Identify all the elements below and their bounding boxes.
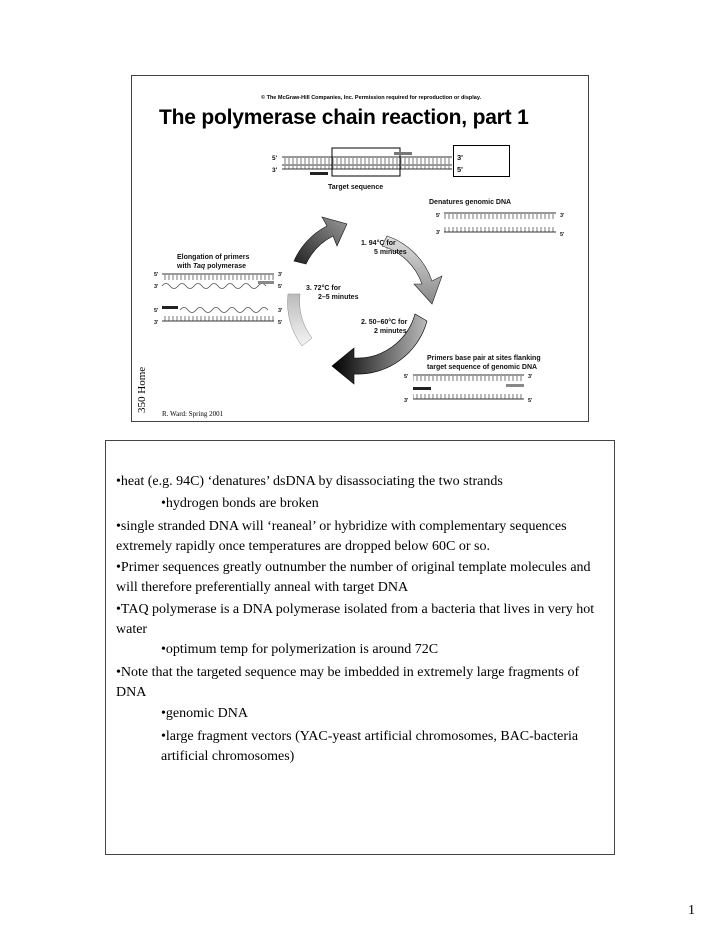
note-sub-bullet: •hydrogen bonds are broken <box>161 496 319 511</box>
svg-text:5': 5' <box>154 272 159 278</box>
svg-text:2 minutes: 2 minutes <box>374 328 407 335</box>
notes-box <box>105 440 615 855</box>
side-label: 350 Home <box>136 366 148 413</box>
note-sub-bullet: •large fragment vectors (YAC-yeast artificial chromosomes, BAC-bacteria artificial chromosomes) <box>161 729 579 764</box>
svg-text:3': 3' <box>436 230 441 236</box>
slide-figure <box>131 75 589 422</box>
svg-text:2–5 minutes: 2–5 minutes <box>318 294 359 301</box>
label-5prime-bold: 5' <box>457 165 463 174</box>
note-bullet: •Primer sequences greatly outnumber the number of original template molecules and will therefore preferentially anneal with target DNA <box>116 560 591 595</box>
svg-text:5': 5' <box>436 213 441 219</box>
target-sequence-label: Target sequence <box>328 184 384 191</box>
elongation-dna <box>154 254 283 326</box>
note-bullet: •Note that the targeted sequence may be imbedded in extremely large fragments of DNA <box>116 665 580 700</box>
copyright-notice: © The McGraw-Hill Companies, Inc. Permission required for reproduction or display. <box>261 95 482 101</box>
label-5prime: 5' <box>272 155 278 162</box>
svg-text:with Taq polymerase: with Taq polymerase <box>177 263 246 270</box>
label-3prime-bold: 3' <box>457 153 463 162</box>
pcr-diagram <box>132 76 589 422</box>
svg-text:3': 3' <box>154 320 159 326</box>
svg-text:5': 5' <box>154 308 159 314</box>
note-sub-bullet: •optimum temp for polymerization is around 72C <box>161 642 439 657</box>
note-bullet: •single stranded DNA will ‘reaneal’ or hybridize with complementary sequences extremely rapidly once temperatures are dropped below 60C or so. <box>116 519 567 554</box>
svg-text:3': 3' <box>560 213 565 219</box>
step2-label: 2. 50–60°C for <box>361 319 408 326</box>
step1-label: 1. 94°C for <box>361 240 396 247</box>
svg-text:5': 5' <box>528 398 533 404</box>
svg-text:target sequence of genomic DNA: target sequence of genomic DNA <box>427 364 538 371</box>
primer-annealing-dna <box>404 355 541 404</box>
svg-text:3': 3' <box>528 374 533 380</box>
note-bullet: •TAQ polymerase is a DNA polymerase isolated from a bacteria that lives in very hot water <box>116 602 595 637</box>
genomic-dna-top <box>272 148 463 191</box>
svg-text:5': 5' <box>278 320 283 326</box>
step3-label: 3. 72°C for <box>306 285 341 292</box>
svg-text:5': 5' <box>560 232 565 238</box>
svg-text:5': 5' <box>278 284 283 290</box>
elongation-label: Elongation of primers <box>177 254 250 261</box>
svg-text:3': 3' <box>278 308 283 314</box>
svg-text:3': 3' <box>154 284 159 290</box>
pcr-cycle-arrows <box>287 217 442 384</box>
note-sub-bullet: •genomic DNA <box>161 706 248 721</box>
page-number: 1 <box>688 903 695 918</box>
slide-credit: R. Ward: Spring 2001 <box>162 410 224 418</box>
svg-text:3': 3' <box>404 398 409 404</box>
arrow-step3 <box>294 217 347 264</box>
svg-text:5 minutes: 5 minutes <box>374 249 407 256</box>
svg-text:3': 3' <box>278 272 283 278</box>
label-3prime: 3' <box>272 167 278 174</box>
note-bullet: •heat (e.g. 94C) ‘denatures’ dsDNA by disassociating the two strands <box>116 474 503 489</box>
slide-title: The polymerase chain reaction, part 1 <box>159 106 529 129</box>
denatures-label: Denatures genomic DNA <box>429 199 512 206</box>
denatured-dna <box>429 199 565 238</box>
svg-text:5': 5' <box>404 374 409 380</box>
primers-label: Primers base pair at sites flanking <box>427 355 541 362</box>
